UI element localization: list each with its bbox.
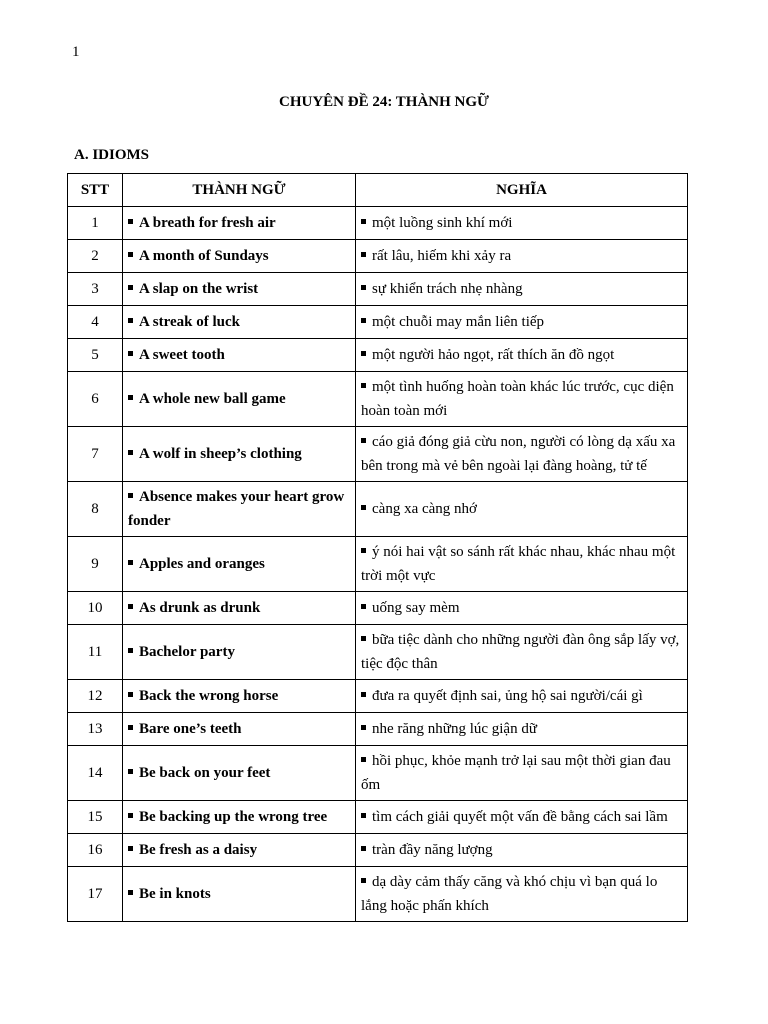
- meaning-text: nhe răng những lúc giận dữ: [372, 721, 537, 737]
- table-row: [68, 273, 688, 306]
- meaning-cell: [356, 273, 688, 306]
- meaning-cell: [356, 592, 688, 625]
- meaning-cell: [356, 746, 688, 801]
- meaning-cell: [356, 482, 688, 537]
- idiom-cell: [123, 339, 356, 372]
- meaning-text: ý nói hai vật so sánh rất khác nhau, khác nhau một trời một vực: [361, 544, 676, 584]
- section-heading: A. IDIOMS: [74, 147, 150, 163]
- meaning-text: càng xa càng nhớ: [372, 501, 477, 517]
- table-row: [68, 801, 688, 834]
- row-number: 14: [68, 746, 123, 801]
- header-stt: STT: [68, 174, 123, 207]
- square-bullet-icon: [128, 846, 133, 851]
- table-header-row: [68, 174, 688, 207]
- square-bullet-icon: [128, 351, 133, 356]
- idiom-text: Absence makes your heart grow fonder: [128, 489, 345, 529]
- square-bullet-icon: [128, 493, 133, 498]
- square-bullet-icon: [361, 692, 366, 697]
- square-bullet-icon: [128, 318, 133, 323]
- row-number: 15: [68, 801, 123, 834]
- square-bullet-icon: [361, 725, 366, 730]
- square-bullet-icon: [361, 548, 366, 553]
- page-number: 1: [72, 44, 80, 60]
- table-row: [68, 537, 688, 592]
- row-number: 9: [68, 537, 123, 592]
- row-number: 11: [68, 625, 123, 680]
- row-number: 5: [68, 339, 123, 372]
- square-bullet-icon: [361, 813, 366, 818]
- meaning-cell: [356, 680, 688, 713]
- document-title: CHUYÊN ĐỀ 24: THÀNH NGỮ: [278, 94, 489, 110]
- meaning-cell: [356, 240, 688, 273]
- table-row: [68, 207, 688, 240]
- meaning-text: đưa ra quyết định sai, ủng hộ sai người/cái gì: [372, 688, 643, 704]
- table-row: [68, 680, 688, 713]
- idiom-cell: [123, 207, 356, 240]
- meaning-cell: [356, 372, 688, 427]
- row-number: 10: [68, 592, 123, 625]
- meaning-text: sự khiển trách nhẹ nhàng: [372, 281, 523, 297]
- meaning-text: tràn đầy năng lượng: [372, 842, 493, 858]
- idiom-text: As drunk as drunk: [139, 600, 261, 616]
- table-row: [68, 746, 688, 801]
- square-bullet-icon: [361, 438, 366, 443]
- square-bullet-icon: [361, 878, 366, 883]
- idiom-cell: [123, 273, 356, 306]
- idiom-cell: [123, 713, 356, 746]
- meaning-text: bữa tiệc dành cho những người đàn ông sắp lấy vợ, tiệc độc thân: [361, 632, 680, 672]
- meaning-cell: [356, 867, 688, 922]
- square-bullet-icon: [128, 890, 133, 895]
- square-bullet-icon: [128, 725, 133, 730]
- square-bullet-icon: [361, 351, 366, 356]
- idiom-cell: [123, 427, 356, 482]
- meaning-cell: [356, 537, 688, 592]
- meaning-cell: [356, 306, 688, 339]
- square-bullet-icon: [361, 757, 366, 762]
- square-bullet-icon: [361, 846, 366, 851]
- idiom-cell: [123, 834, 356, 867]
- idiom-cell: [123, 240, 356, 273]
- square-bullet-icon: [128, 395, 133, 400]
- meaning-cell: [356, 834, 688, 867]
- square-bullet-icon: [128, 450, 133, 455]
- square-bullet-icon: [361, 636, 366, 641]
- idiom-cell: [123, 680, 356, 713]
- idiom-text: A breath for fresh air: [139, 215, 276, 231]
- idiom-cell: [123, 592, 356, 625]
- table-row: [68, 482, 688, 537]
- square-bullet-icon: [128, 604, 133, 609]
- idiom-text: A whole new ball game: [139, 391, 286, 407]
- idiom-cell: [123, 482, 356, 537]
- row-number: 3: [68, 273, 123, 306]
- square-bullet-icon: [128, 560, 133, 565]
- square-bullet-icon: [361, 252, 366, 257]
- square-bullet-icon: [128, 252, 133, 257]
- idiom-text: Be backing up the wrong tree: [139, 809, 328, 825]
- idiom-text: Be fresh as a daisy: [139, 842, 258, 858]
- meaning-text: một người hảo ngọt, rất thích ăn đồ ngọt: [372, 347, 615, 363]
- idiom-cell: [123, 625, 356, 680]
- idiom-text: A slap on the wrist: [139, 281, 259, 297]
- idioms-table: [67, 173, 688, 922]
- row-number: 16: [68, 834, 123, 867]
- square-bullet-icon: [128, 285, 133, 290]
- meaning-text: rất lâu, hiếm khi xảy ra: [372, 248, 512, 264]
- meaning-text: hồi phục, khỏe mạnh trở lại sau một thời gian đau ốm: [361, 753, 671, 793]
- square-bullet-icon: [128, 219, 133, 224]
- idiom-text: Be back on your feet: [139, 765, 271, 781]
- square-bullet-icon: [361, 604, 366, 609]
- table-row: [68, 625, 688, 680]
- row-number: 1: [68, 207, 123, 240]
- square-bullet-icon: [361, 318, 366, 323]
- idiom-cell: [123, 746, 356, 801]
- idiom-text: A sweet tooth: [139, 347, 225, 363]
- table-row: [68, 306, 688, 339]
- table-row: [68, 867, 688, 922]
- meaning-cell: [356, 625, 688, 680]
- row-number: 12: [68, 680, 123, 713]
- meaning-cell: [356, 801, 688, 834]
- header-idiom: THÀNH NGỮ: [123, 174, 356, 207]
- table-row: [68, 372, 688, 427]
- row-number: 13: [68, 713, 123, 746]
- idiom-text: Be in knots: [139, 886, 211, 902]
- idiom-text: A wolf in sheep’s clothing: [139, 446, 302, 462]
- row-number: 8: [68, 482, 123, 537]
- meaning-text: dạ dày cảm thấy căng và khó chịu vì bạn quá lo lắng hoặc phấn khích: [361, 874, 658, 914]
- header-meaning: NGHĨA: [356, 174, 688, 207]
- idiom-cell: [123, 306, 356, 339]
- idiom-text: A month of Sundays: [139, 248, 269, 264]
- table-row: [68, 713, 688, 746]
- table-row: [68, 592, 688, 625]
- table-body: [68, 207, 688, 922]
- meaning-text: một luồng sinh khí mới: [372, 215, 513, 231]
- idiom-text: Back the wrong horse: [139, 688, 279, 704]
- table-row: [68, 427, 688, 482]
- square-bullet-icon: [361, 285, 366, 290]
- square-bullet-icon: [128, 692, 133, 697]
- row-number: 17: [68, 867, 123, 922]
- row-number: 7: [68, 427, 123, 482]
- idiom-text: A streak of luck: [139, 314, 240, 330]
- meaning-cell: [356, 713, 688, 746]
- idiom-cell: [123, 537, 356, 592]
- idiom-cell: [123, 801, 356, 834]
- idiom-cell: [123, 372, 356, 427]
- meaning-cell: [356, 427, 688, 482]
- square-bullet-icon: [128, 813, 133, 818]
- table-row: [68, 339, 688, 372]
- square-bullet-icon: [128, 648, 133, 653]
- meaning-cell: [356, 207, 688, 240]
- meaning-text: uống say mèm: [372, 600, 460, 616]
- idiom-text: Apples and oranges: [139, 556, 265, 572]
- square-bullet-icon: [128, 769, 133, 774]
- table-row: [68, 240, 688, 273]
- idiom-text: Bachelor party: [139, 644, 235, 660]
- square-bullet-icon: [361, 505, 366, 510]
- meaning-cell: [356, 339, 688, 372]
- idiom-cell: [123, 867, 356, 922]
- meaning-text: một chuỗi may mắn liên tiếp: [372, 314, 545, 330]
- meaning-text: một tình huống hoàn toàn khác lúc trước, cục diện hoàn toàn mới: [361, 379, 674, 419]
- idiom-text: Bare one’s teeth: [139, 721, 242, 737]
- row-number: 4: [68, 306, 123, 339]
- meaning-text: cáo giả đóng giả cừu non, người có lòng dạ xấu xa bên trong mà vẻ bên ngoài lại đàng hoàng, tử tế: [361, 434, 676, 474]
- table-row: [68, 834, 688, 867]
- meaning-text: tìm cách giải quyết một vấn đề bằng cách sai lầm: [372, 809, 668, 825]
- square-bullet-icon: [361, 383, 366, 388]
- row-number: 2: [68, 240, 123, 273]
- row-number: 6: [68, 372, 123, 427]
- square-bullet-icon: [361, 219, 366, 224]
